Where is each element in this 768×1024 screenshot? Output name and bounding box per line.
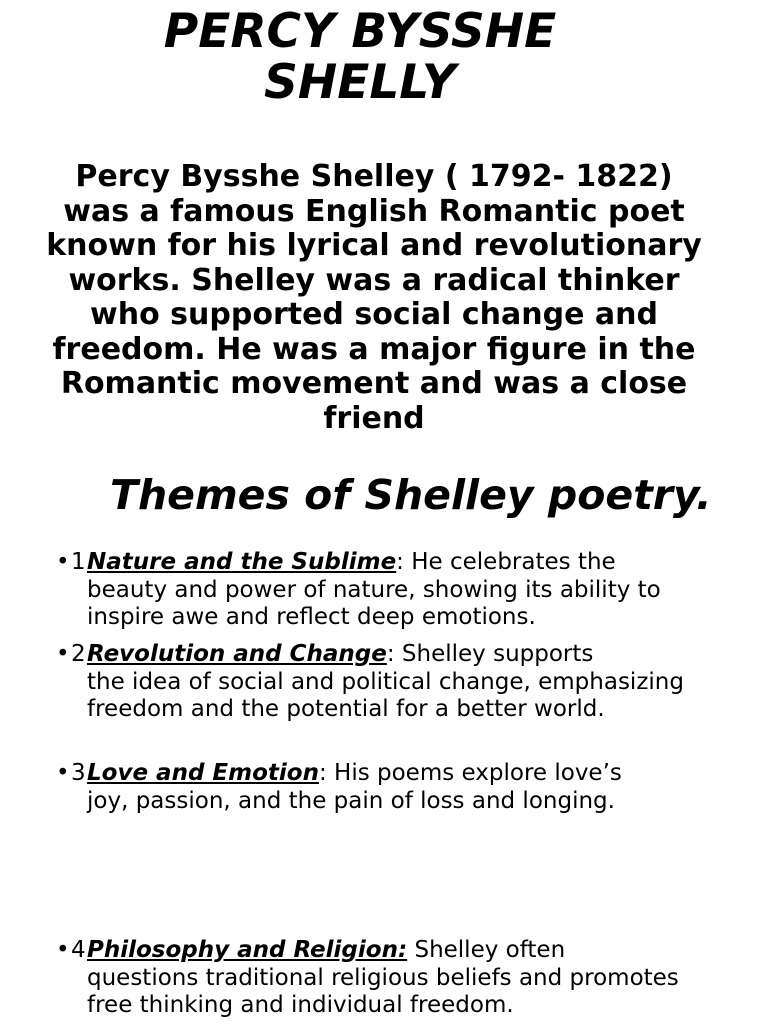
theme-line-1: Shelley often [407,937,566,963]
title-line-2: SHELLY [264,55,456,110]
theme-description: the idea of social and political change, emphasizing freedom and the potential for a better world. [87,668,684,722]
theme-description: beauty and power of nature, showing its ability to inspire awe and reflect deep emotions. [87,576,661,630]
theme-number: 4. [71,937,93,963]
themes-heading: Themes of Shelley poetry. [110,471,712,519]
bullet-icon: • [56,937,70,963]
theme-item-revolution [56,641,727,724]
theme-item-nature [56,549,727,632]
page-title [0,6,720,108]
theme-number: 1. [71,549,93,575]
theme-description: joy, passion, and the pain of loss and longing. [87,787,615,814]
theme-line-1: : He celebrates the [396,549,616,575]
theme-number: 3. [71,760,93,786]
theme-title: Revolution and Change [87,641,387,667]
theme-number: 2. [71,641,93,667]
theme-description: questions traditional religious beliefs and promotes free thinking and individual freedom. [87,964,679,1018]
theme-title: Love and Emotion [87,760,319,786]
intro-paragraph: Percy Bysshe Shelley ( 1792- 1822) was a famous English Romantic poet known for his lyrical and revolutionary works. Shelley was a radical thinker who supported social change and freedom. He was a major figure in the Romantic movement and was a close friend [46,159,702,436]
theme-title: Nature and the Sublime [87,549,397,575]
theme-line-1: : Shelley supports [386,641,594,667]
bullet-icon: • [56,641,70,667]
theme-item-philosophy [56,937,727,1020]
theme-title: Philosophy and Religion: [87,937,408,963]
theme-line-1: : His poems explore love’s [318,760,622,786]
bullet-icon: • [56,760,70,786]
theme-item-love [56,760,727,815]
bullet-icon: • [56,549,70,575]
title-line-1: PERCY BYSSHE [163,4,557,59]
